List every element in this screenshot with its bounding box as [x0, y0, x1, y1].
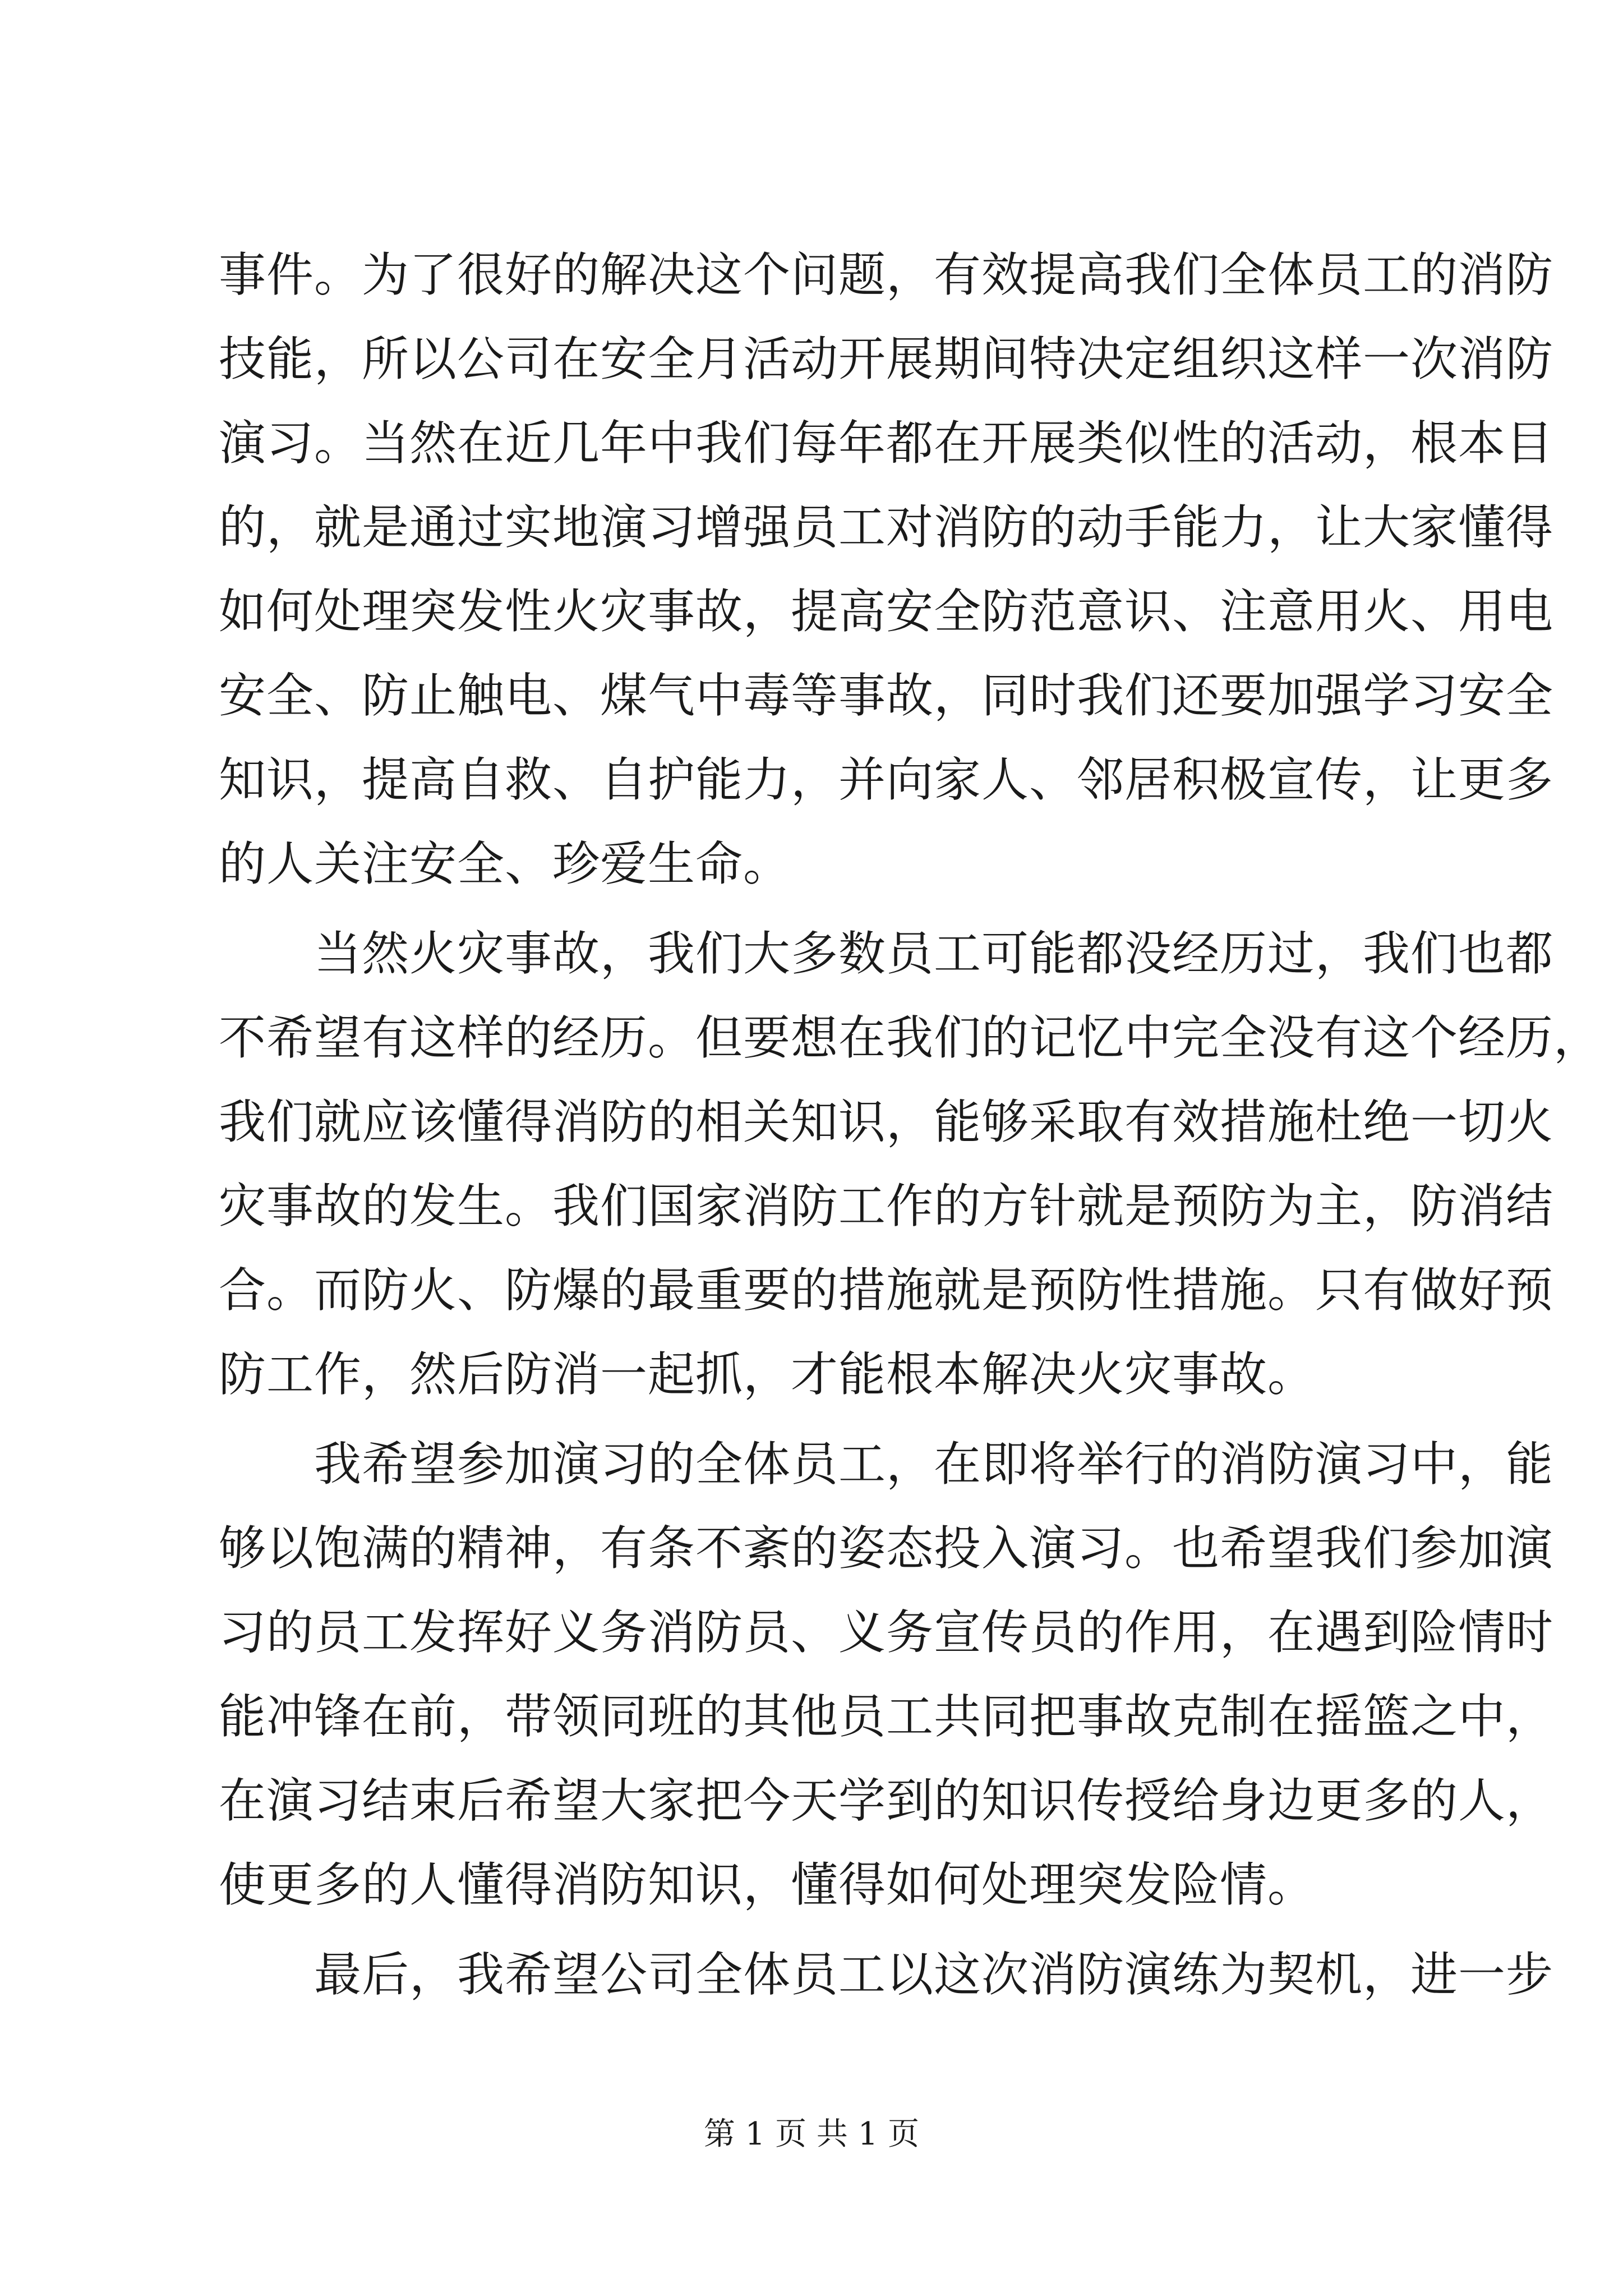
- text-line: 能冲锋在前，带领同班的其他员工共同把事故克制在摇篮之中，: [219, 1689, 1554, 1744]
- text-line: 的人关注安全、珍爱生命。: [219, 836, 791, 891]
- text-line: 灾事故的发生。我们国家消防工作的方针就是预防为主，防消结: [219, 1179, 1554, 1234]
- paragraph-first-line: 我希望参加演习的全体员工，在即将举行的消防演习中，能: [314, 1437, 1554, 1492]
- paragraph-first-line: 最后，我希望公司全体员工以这次消防演练为契机，进一步: [314, 1947, 1554, 2002]
- text-line: 技能，所以公司在安全月活动开展期间特决定组织这样一次消防: [219, 332, 1554, 386]
- text-line: 我们就应该懂得消防的相关知识，能够采取有效措施杜绝一切火: [219, 1094, 1554, 1149]
- text-line: 知识，提高自救、自护能力，并向家人、邻居积极宣传，让更多: [219, 752, 1554, 807]
- text-line: 防工作，然后防消一起抓，才能根本解决火灾事故。: [219, 1347, 1316, 1402]
- text-line: 习的员工发挥好义务消防员、义务宣传员的作用，在遇到险情时: [219, 1605, 1554, 1660]
- text-line: 够以饱满的精神，有条不紊的姿态投入演习。也希望我们参加演: [219, 1521, 1554, 1576]
- text-line: 在演习结束后希望大家把今天学到的知识传授给身边更多的人，: [219, 1773, 1554, 1828]
- text-line: 安全、防止触电、煤气中毒等事故，同时我们还要加强学习安全: [219, 668, 1554, 723]
- text-line: 的，就是通过实地演习增强员工对消防的动手能力，让大家懂得: [219, 500, 1554, 555]
- text-line: 合。而防火、防爆的最重要的措施就是预防性措施。只有做好预: [219, 1263, 1554, 1318]
- text-line: 事件。为了很好的解决这个问题，有效提高我们全体员工的消防: [219, 247, 1554, 302]
- text-line: 不希望有这样的经历。但要想在我们的记忆中完全没有这个经历，: [219, 1010, 1602, 1065]
- text-line: 如何处理突发性火灾事故，提高安全防范意识、注意用火、用电: [219, 584, 1554, 639]
- paragraph-first-line: 当然火灾事故，我们大多数员工可能都没经历过，我们也都: [314, 926, 1554, 981]
- text-line: 演习。当然在近几年中我们每年都在开展类似性的活动，根本目: [219, 416, 1554, 471]
- text-line: 使更多的人懂得消防知识，懂得如何处理突发险情。: [219, 1857, 1316, 1912]
- page-number-footer: 第 1 页 共 1 页: [703, 2116, 920, 2152]
